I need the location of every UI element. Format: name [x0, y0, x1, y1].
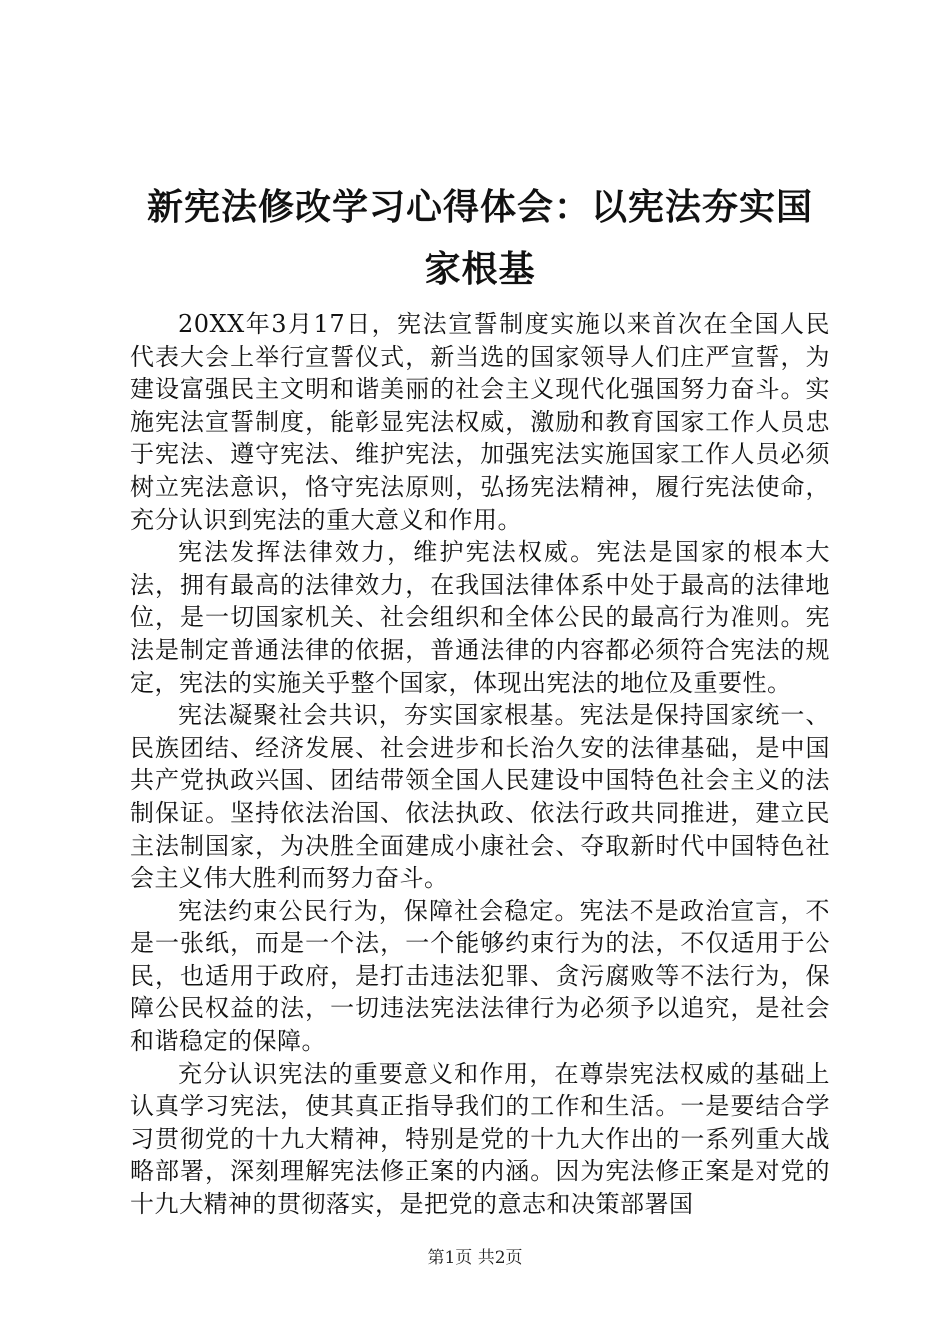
- paragraph: 宪法约束公民行为，保障社会稳定。宪法不是政治宣言，不是一张纸，而是一个法，一个能够约束行为的法，不仅适用于公民，也适用于政府，是打击违法犯罪、贪污腐败等不法行为，保障公民权益的法，一切违法宪法法律行为必须予以追究，是社会和谐稳定的保障。: [130, 896, 830, 1056]
- document-page: [130, 0, 830, 1221]
- document-body: [130, 308, 830, 1221]
- paragraph: 宪法凝聚社会共识，夯实国家根基。宪法是保持国家统一、民族团结、经济发展、社会进步和长治久安的法律基础，是中国共产党执政兴国、团结带领全国人民建设中国特色社会主义的法制保证。坚持依法治国、依法执政、依法行政共同推进，建立民主法制国家，为决胜全面建成小康社会、夺取新时代中国特色社会主义伟大胜利而努力奋斗。: [130, 701, 830, 893]
- document-title: 新宪法修改学习心得体会：以宪法夯实国家根基: [146, 186, 813, 290]
- paragraph: 充分认识宪法的重要意义和作用，在尊崇宪法权威的基础上认真学习宪法，使其真正指导我们的工作和生活。一是要结合学习贯彻党的十九大精神，特别是党的十九大作出的一系列重大战略部署，深刻理解宪法修正案的内涵。因为宪法修正案是对党的十九大精神的贯彻落实，是把党的意志和决策部署国: [130, 1059, 830, 1219]
- page-number-footer: 第1页 共2页: [427, 1248, 523, 1268]
- paragraph: 20XX年3月17日，宪法宣誓制度实施以来首次在全国人民代表大会上举行宣誓仪式，新当选的国家领导人们庄严宣誓，为建设富强民主文明和谐美丽的社会主义现代化强国努力奋斗。实施宪法宣誓制度，能彰显宪法权威，激励和教育国家工作人员忠于宪法、遵守宪法、维护宪法，加强宪法实施国家工作人员必须树立宪法意识，恪守宪法原则，弘扬宪法精神，履行宪法使命，充分认识到宪法的重大意义和作用。: [130, 310, 830, 534]
- paragraph: 宪法发挥法律效力，维护宪法权威。宪法是国家的根本大法，拥有最高的法律效力，在我国法律体系中处于最高的法律地位，是一切国家机关、社会组织和全体公民的最高行为准则。宪法是制定普通法律的依据，普通法律的内容都必须符合宪法的规定，宪法的实施关乎整个国家，体现出宪法的地位及重要性。: [130, 538, 830, 697]
